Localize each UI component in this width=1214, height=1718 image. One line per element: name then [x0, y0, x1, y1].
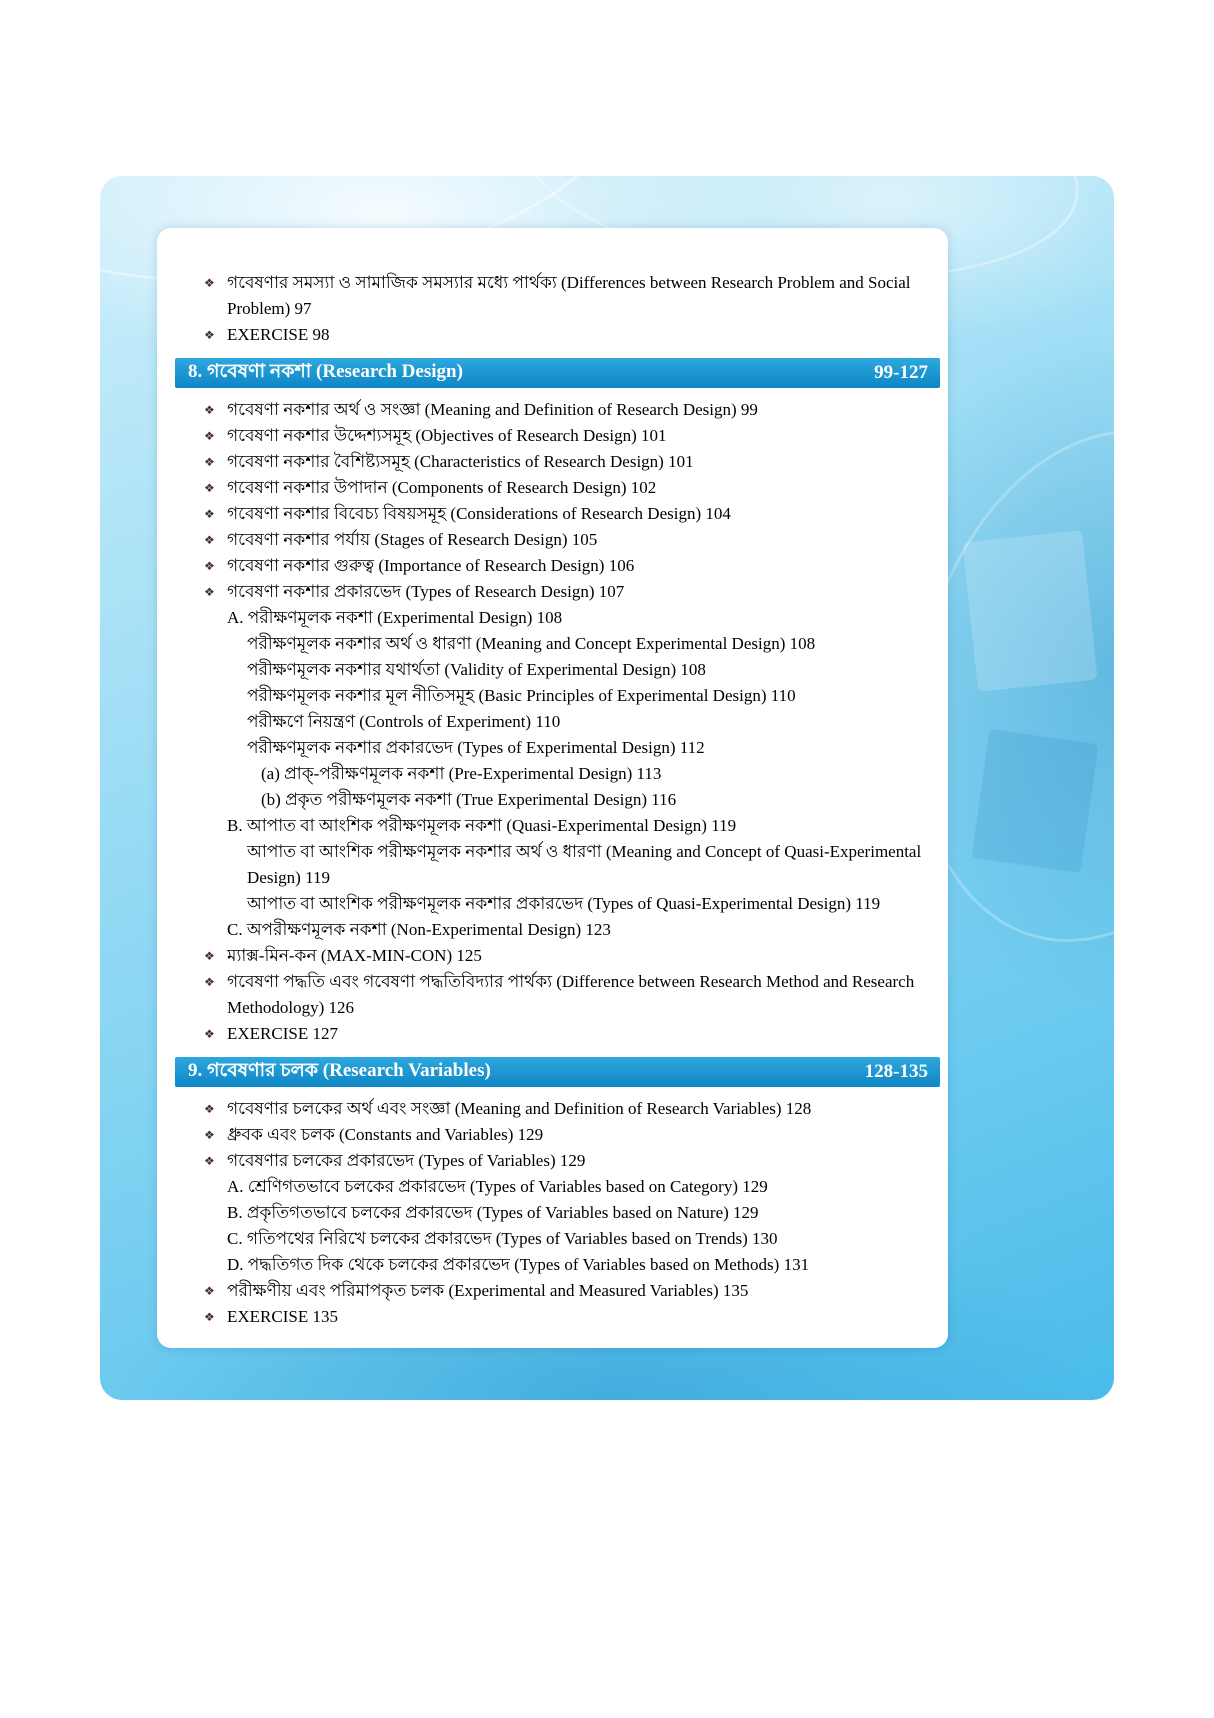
- section-page-range: 99-127: [874, 362, 928, 383]
- diamond-bullet-icon: ❖: [204, 1102, 215, 1116]
- toc-item-text: EXERCISE 98: [227, 325, 330, 344]
- diamond-bullet-icon: ❖: [204, 276, 215, 290]
- toc-item-text: গবেষণা নকশার বৈশিষ্ট্যসমূহ (Characteristics of Research Design) 101: [227, 452, 694, 471]
- toc-item: [204, 813, 940, 839]
- diamond-bullet-icon: ❖: [204, 507, 215, 521]
- toc-item-text: D. পদ্ধতিগত দিক থেকে চলকের প্রকারভেদ (Types of Variables based on Methods) 131: [227, 1255, 810, 1274]
- toc-item: [204, 553, 940, 579]
- toc-item: [204, 1148, 940, 1174]
- diamond-bullet-icon: ❖: [204, 1154, 215, 1168]
- toc-item-text: পরীক্ষণমূলক নকশার যথার্থতা (Validity of Experimental Design) 108: [247, 660, 706, 679]
- diamond-bullet-icon: ❖: [204, 403, 215, 417]
- section-items: [204, 1096, 940, 1330]
- toc-item: [204, 501, 940, 527]
- toc-item: [204, 917, 940, 943]
- toc-item-text: গবেষণা নকশার উদ্দেশ্যসমূহ (Objectives of Research Design) 101: [227, 426, 667, 445]
- toc-item: [204, 1021, 940, 1047]
- toc-item: [204, 605, 940, 631]
- toc-content: [188, 270, 940, 1330]
- toc-item-text: ধ্রুবক এবং চলক (Constants and Variables) 129: [227, 1125, 544, 1144]
- content-panel: [157, 228, 948, 1348]
- toc-item-text: গবেষণা নকশার গুরুত্ব (Importance of Research Design) 106: [227, 556, 635, 575]
- diamond-bullet-icon: ❖: [204, 975, 215, 989]
- toc-item: [204, 735, 940, 761]
- toc-item: [204, 1200, 940, 1226]
- toc-item: [204, 270, 940, 322]
- toc-item-text: A. শ্রেণিগতভাবে চলকের প্রকারভেদ (Types of Variables based on Category) 129: [227, 1177, 768, 1196]
- toc-item-text: পরীক্ষণমূলক নকশার মূল নীতিসমূহ (Basic Principles of Experimental Design) 110: [247, 686, 796, 705]
- toc-item-text: C. অপরীক্ষণমূলক নকশা (Non-Experimental Design) 123: [227, 920, 611, 939]
- toc-item-text: গবেষণা নকশার অর্থ ও সংজ্ঞা (Meaning and Definition of Research Design) 99: [227, 400, 758, 419]
- section-page-range: 128-135: [864, 1061, 928, 1082]
- toc-item: [204, 787, 940, 813]
- toc-item: [204, 1252, 940, 1278]
- toc-item: [204, 657, 940, 683]
- toc-item: [204, 683, 940, 709]
- section-header: [175, 358, 940, 388]
- diamond-bullet-icon: ❖: [204, 481, 215, 495]
- toc-item: [204, 943, 940, 969]
- toc-item-text: (a) প্রাক্-পরীক্ষণমূলক নকশা (Pre-Experimental Design) 113: [261, 764, 662, 783]
- diamond-bullet-icon: ❖: [204, 1128, 215, 1142]
- toc-item-text: গবেষণার সমস্যা ও সামাজিক সমস্যার মধ্যে পার্থক্য (Differences between Research Problem and Social Problem) 97: [227, 273, 911, 318]
- toc-item: [204, 891, 940, 917]
- diamond-bullet-icon: ❖: [204, 1284, 215, 1298]
- toc-item-text: গবেষণা নকশার বিবেচ্য বিষয়সমূহ (Considerations of Research Design) 104: [227, 504, 731, 523]
- toc-item: [204, 631, 940, 657]
- diamond-bullet-icon: ❖: [204, 429, 215, 443]
- diamond-bullet-icon: ❖: [204, 949, 215, 963]
- toc-item-text: গবেষণা নকশার প্রকারভেদ (Types of Research Design) 107: [227, 582, 625, 601]
- toc-item: [204, 1304, 940, 1330]
- toc-item: [204, 839, 940, 891]
- toc-item: [204, 475, 940, 501]
- toc-item: [204, 969, 940, 1021]
- diamond-bullet-icon: ❖: [204, 533, 215, 547]
- toc-item: [204, 1278, 940, 1304]
- toc-item: [204, 579, 940, 605]
- toc-item: [204, 449, 940, 475]
- diamond-bullet-icon: ❖: [204, 328, 215, 342]
- diamond-bullet-icon: ❖: [204, 455, 215, 469]
- toc-item: [204, 527, 940, 553]
- diamond-bullet-icon: ❖: [204, 585, 215, 599]
- decorative-photo-patch: [962, 530, 1097, 692]
- toc-item-text: গবেষণা নকশার উপাদান (Components of Research Design) 102: [227, 478, 657, 497]
- toc-item: [204, 761, 940, 787]
- toc-item: [204, 1122, 940, 1148]
- toc-item: [204, 1174, 940, 1200]
- toc-item: [204, 1226, 940, 1252]
- toc-item: [204, 1096, 940, 1122]
- toc-item-text: গবেষণার চলকের অর্থ এবং সংজ্ঞা (Meaning and Definition of Research Variables) 128: [227, 1099, 812, 1118]
- toc-item: [204, 397, 940, 423]
- toc-item-text: গবেষণা নকশার পর্যায় (Stages of Research Design) 105: [227, 530, 598, 549]
- toc-item-text: EXERCISE 135: [227, 1307, 338, 1326]
- diamond-bullet-icon: ❖: [204, 559, 215, 573]
- toc-item-text: পরীক্ষণমূলক নকশার প্রকারভেদ (Types of Experimental Design) 112: [247, 738, 705, 757]
- toc-item-text: আপাত বা আংশিক পরীক্ষণমূলক নকশার প্রকারভেদ (Types of Quasi-Experimental Design) 119: [247, 894, 881, 913]
- toc-item-text: পরীক্ষণীয় এবং পরিমাপকৃত চলক (Experimental and Measured Variables) 135: [227, 1281, 749, 1300]
- toc-item-text: ম্যাক্স-মিন-কন (MAX-MIN-CON) 125: [227, 946, 482, 965]
- toc-item-text: B. প্রকৃতিগতভাবে চলকের প্রকারভেদ (Types of Variables based on Nature) 129: [227, 1203, 759, 1222]
- section-items: [204, 397, 940, 1047]
- section-header: [175, 1057, 940, 1087]
- toc-item: [204, 423, 940, 449]
- section-title: 9. গবেষণার চলক (Research Variables): [188, 1060, 491, 1081]
- toc-item-text: A. পরীক্ষণমূলক নকশা (Experimental Design) 108: [227, 608, 563, 627]
- toc-item-text: গবেষণা পদ্ধতি এবং গবেষণা পদ্ধতিবিদ্যার পার্থক্য (Difference between Research Method and Research Methodology) 126: [227, 972, 915, 1017]
- toc-item: [204, 322, 940, 348]
- toc-item-text: আপাত বা আংশিক পরীক্ষণমূলক নকশার অর্থ ও ধারণা (Meaning and Concept of Quasi-Experimental Design) 119: [247, 842, 922, 887]
- toc-item-text: C. গতিপথের নিরিখে চলকের প্রকারভেদ (Types of Variables based on Trends) 130: [227, 1229, 778, 1248]
- decorative-photo-patch: [971, 729, 1098, 873]
- decorative-border-panel: [100, 176, 1114, 1400]
- toc-item: [204, 709, 940, 735]
- toc-item-text: গবেষণার চলকের প্রকারভেদ (Types of Variables) 129: [227, 1151, 586, 1170]
- toc-item-text: পরীক্ষণে নিয়ন্ত্রণ (Controls of Experiment) 110: [247, 712, 561, 731]
- diamond-bullet-icon: ❖: [204, 1027, 215, 1041]
- toc-item-text: EXERCISE 127: [227, 1024, 338, 1043]
- toc-item-text: B. আপাত বা আংশিক পরীক্ষণমূলক নকশা (Quasi-Experimental Design) 119: [227, 816, 737, 835]
- diamond-bullet-icon: ❖: [204, 1310, 215, 1324]
- toc-item-text: পরীক্ষণমূলক নকশার অর্থ ও ধারণা (Meaning and Concept Experimental Design) 108: [247, 634, 816, 653]
- section-title: 8. গবেষণা নকশা (Research Design): [188, 361, 463, 382]
- toc-item-text: (b) প্রকৃত পরীক্ষণমূলক নকশা (True Experimental Design) 116: [261, 790, 677, 809]
